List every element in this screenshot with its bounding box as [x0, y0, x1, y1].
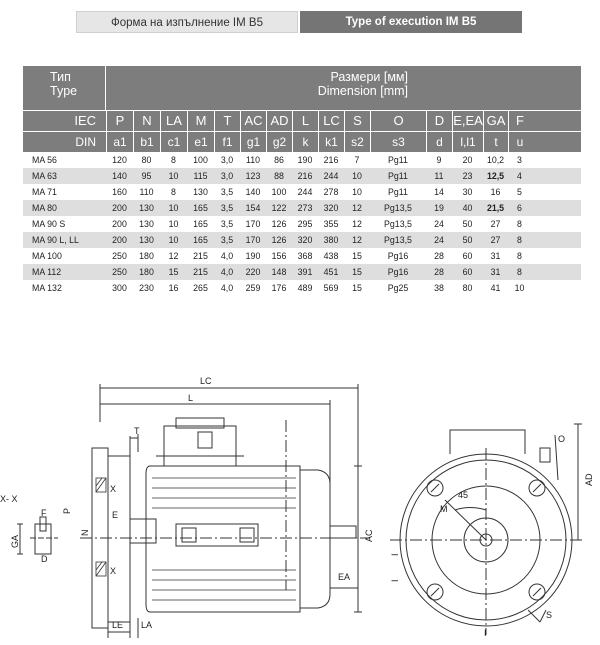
row-value: 3,5 — [220, 219, 234, 229]
dimension-label-bg: Размери [мм] — [330, 70, 408, 84]
row-value: Pg11 — [388, 171, 408, 181]
label-ad: AD — [584, 473, 594, 486]
label-o: O — [558, 434, 566, 444]
row-value: 115 — [193, 171, 208, 181]
row-value: 60 — [462, 251, 473, 261]
label-s: S — [546, 610, 553, 620]
row-value: 28 — [434, 267, 444, 277]
row-value: Pg16 — [387, 251, 409, 261]
row-value: 165 — [193, 219, 208, 229]
dimension-table — [23, 66, 581, 296]
dimension-label-en: Dimension [mm] — [317, 84, 408, 98]
row-value: 130 — [139, 219, 154, 229]
row-value: 12,5 — [486, 171, 505, 181]
row-value: 3 — [517, 155, 522, 165]
din-col-header: l,l1 — [452, 132, 483, 152]
row-type: MA 112 — [32, 267, 62, 277]
din-col-header: s3 — [370, 132, 426, 152]
row-value: 31 — [490, 267, 501, 277]
row-value: 156 — [271, 251, 287, 261]
din-col-header: e1 — [187, 132, 214, 152]
row-value: 88 — [274, 171, 284, 181]
row-value: 11 — [434, 171, 444, 181]
label-p: P — [62, 507, 72, 514]
label-ac: AC — [364, 529, 374, 542]
row-value: Pg13,5 — [384, 219, 412, 229]
din-col-header: k1 — [318, 132, 344, 152]
row-value: 8 — [517, 267, 522, 277]
row-value: 8 — [171, 155, 176, 165]
row-value: 12 — [352, 235, 362, 245]
label-d: D — [41, 554, 48, 564]
row-value: 14 — [434, 187, 444, 197]
row-value: 27 — [490, 219, 501, 229]
row-value: 12 — [352, 219, 362, 229]
row-value: 126 — [271, 219, 287, 229]
iec-col-header: GA — [483, 111, 508, 131]
row-value: 10 — [168, 171, 179, 181]
row-value: 165 — [193, 203, 208, 213]
row-value: 16 — [490, 187, 501, 197]
table-row — [23, 200, 581, 216]
din-col-header: c1 — [160, 132, 187, 152]
row-value: 15 — [352, 267, 362, 277]
row-value: 100 — [193, 155, 208, 165]
iec-col-header: M — [187, 111, 214, 131]
table-row — [23, 280, 581, 296]
label-i-end: I — [484, 628, 487, 638]
label-e: E — [112, 510, 119, 520]
row-value: 7 — [354, 155, 360, 165]
row-value: 41 — [490, 283, 501, 293]
row-value: 122 — [271, 203, 287, 213]
row-type: MA 71 — [32, 187, 57, 197]
row-value: 569 — [323, 283, 339, 293]
row-value: 215 — [193, 251, 208, 261]
table-body — [23, 152, 581, 296]
row-value: 259 — [245, 283, 261, 293]
label-i-top: I — [390, 553, 400, 556]
row-value: 100 — [271, 187, 287, 197]
technical-drawing — [0, 360, 600, 640]
iec-col-header: AD — [266, 111, 292, 131]
row-value: 5 — [517, 187, 522, 197]
row-value: 15 — [352, 251, 362, 261]
iec-col-header: O — [370, 111, 426, 131]
row-value: 4,0 — [220, 267, 234, 277]
din-label-cell: DIN — [75, 135, 96, 149]
row-value: 120 — [112, 155, 127, 165]
row-value: 216 — [323, 155, 339, 165]
row-value: 28 — [434, 251, 444, 261]
row-value: 154 — [245, 203, 261, 213]
row-value: 438 — [323, 251, 339, 261]
row-value: 230 — [139, 283, 154, 293]
type-label-en: Type — [50, 84, 78, 98]
row-value: 15 — [168, 267, 179, 277]
row-value: 160 — [112, 187, 127, 197]
row-value: 215 — [193, 267, 208, 277]
row-value: Pg13,5 — [384, 203, 412, 213]
row-value: 295 — [297, 219, 313, 229]
iec-col-header: LA — [160, 111, 187, 131]
row-value: 265 — [193, 283, 208, 293]
row-value: 8 — [171, 187, 176, 197]
row-value: 278 — [323, 187, 339, 197]
label-ga: GA — [10, 534, 20, 548]
row-type: MA 100 — [32, 251, 62, 261]
table-row — [23, 248, 581, 264]
din-col-header: u — [508, 132, 531, 152]
row-value: 6 — [517, 203, 522, 213]
row-value: 10 — [514, 283, 525, 293]
din-col-header: t — [483, 132, 508, 152]
label-i-bottom: I — [390, 579, 400, 582]
row-value: 4,0 — [220, 251, 234, 261]
iec-col-header: D — [426, 111, 452, 131]
row-value: 3,5 — [220, 235, 234, 245]
row-type: MA 90 L, LL — [32, 235, 79, 245]
row-value: 110 — [139, 187, 154, 197]
label-ea: EA — [338, 572, 351, 582]
row-value: 20 — [462, 155, 473, 165]
type-label-bg: Тип — [50, 70, 71, 84]
row-value: 15 — [352, 283, 362, 293]
row-value: 250 — [112, 251, 127, 261]
row-value: 95 — [141, 171, 152, 181]
row-value: 273 — [297, 203, 313, 213]
row-value: 50 — [462, 235, 473, 245]
iec-header-row — [23, 110, 581, 131]
row-value: 60 — [462, 267, 473, 277]
row-value: 170 — [245, 219, 261, 229]
row-value: 130 — [193, 187, 208, 197]
row-value: 176 — [271, 283, 287, 293]
header-divider — [105, 66, 106, 110]
row-value: 130 — [139, 235, 154, 245]
row-value: 380 — [323, 235, 339, 245]
motor-drawing-svg — [0, 360, 600, 640]
row-value: 190 — [245, 251, 261, 261]
row-value: 368 — [297, 251, 313, 261]
din-col-header: b1 — [133, 132, 160, 152]
row-value: 126 — [271, 235, 287, 245]
label-45: 45 — [458, 490, 469, 500]
row-value: 110 — [245, 155, 261, 165]
row-value: 80 — [141, 155, 152, 165]
row-value: 130 — [139, 203, 154, 213]
row-value: 31 — [490, 251, 501, 261]
row-value: 170 — [245, 235, 261, 245]
row-value: 40 — [462, 203, 473, 213]
row-value: 180 — [139, 251, 154, 261]
din-header-row — [23, 131, 581, 152]
table-row — [23, 264, 581, 280]
row-value: 355 — [323, 219, 339, 229]
row-value: 4,0 — [220, 283, 234, 293]
row-value: 8 — [517, 219, 522, 229]
din-col-header: k — [292, 132, 318, 152]
row-value: 10 — [352, 187, 362, 197]
table-row — [23, 216, 581, 232]
row-value: 391 — [297, 267, 313, 277]
row-value: 23 — [462, 171, 473, 181]
iec-col-header: S — [344, 111, 370, 131]
label-x-top: X — [110, 484, 117, 494]
din-col-header: g2 — [266, 132, 292, 152]
row-value: Pg13,5 — [384, 235, 412, 245]
table-row — [23, 184, 581, 200]
row-value: 30 — [462, 187, 473, 197]
row-value: 220 — [245, 267, 261, 277]
row-value: 8 — [517, 235, 522, 245]
iec-col-header: P — [106, 111, 133, 131]
iec-col-header: L — [292, 111, 318, 131]
iec-col-header: E,EA — [452, 111, 483, 131]
row-value: 200 — [112, 219, 127, 229]
din-col-header: f1 — [214, 132, 240, 152]
table-row — [23, 232, 581, 248]
din-col-header: d — [426, 132, 452, 152]
row-value: 50 — [462, 219, 473, 229]
row-value: 27 — [490, 235, 501, 245]
row-value: 12 — [352, 203, 362, 213]
label-t: T — [134, 426, 140, 436]
row-value: 10 — [352, 171, 362, 181]
row-value: 3,0 — [220, 155, 234, 165]
row-value: 489 — [297, 283, 313, 293]
row-value: 3,5 — [220, 203, 234, 213]
iec-col-header: LC — [318, 111, 344, 131]
row-value: 8 — [517, 251, 522, 261]
row-value: 180 — [139, 267, 154, 277]
row-value: Pg11 — [388, 187, 408, 197]
row-value: 165 — [193, 235, 208, 245]
row-value: Pg11 — [388, 155, 408, 165]
label-la: LA — [141, 620, 153, 630]
dimension-label — [318, 70, 408, 98]
row-value: 3,5 — [220, 187, 234, 197]
row-value: 3,0 — [220, 171, 234, 181]
row-value: Pg25 — [387, 283, 409, 293]
row-value: 10 — [168, 219, 179, 229]
row-value: 190 — [297, 155, 313, 165]
row-value: 148 — [271, 267, 287, 277]
row-value: 24 — [434, 219, 444, 229]
row-value: 38 — [434, 283, 444, 293]
row-type: MA 132 — [32, 283, 62, 293]
row-value: 244 — [297, 187, 313, 197]
row-value: 123 — [245, 171, 261, 181]
row-value: 86 — [274, 155, 284, 165]
row-value: 9 — [436, 155, 442, 165]
row-value: Pg16 — [387, 267, 409, 277]
row-value: 16 — [168, 283, 179, 293]
row-type: MA 56 — [32, 155, 57, 165]
row-value: 10 — [168, 203, 179, 213]
label-l: L — [188, 393, 194, 403]
row-value: 216 — [297, 171, 313, 181]
row-type: MA 90 S — [32, 219, 66, 229]
iec-label-cell: IEC — [74, 113, 96, 128]
iec-col-header: T — [214, 111, 240, 131]
row-value: 12 — [168, 251, 179, 261]
row-value: 10,2 — [486, 155, 505, 165]
row-type: MA 80 — [32, 203, 57, 213]
table-row — [23, 168, 581, 184]
row-value: 10 — [168, 235, 179, 245]
row-value: 200 — [112, 203, 127, 213]
type-label — [50, 70, 77, 98]
row-value: 80 — [462, 283, 473, 293]
row-value: 250 — [112, 267, 127, 277]
label-m: M — [440, 504, 448, 514]
label-lc: LC — [200, 376, 212, 386]
label-f: F — [41, 508, 47, 518]
row-value: 140 — [112, 171, 127, 181]
row-value: 140 — [245, 187, 261, 197]
row-value: 24 — [434, 235, 444, 245]
iec-col-header: N — [133, 111, 160, 131]
row-value: 300 — [112, 283, 127, 293]
tab-english-title: Type of execution IM B5 — [300, 11, 522, 33]
label-x-x: X- X — [0, 494, 18, 504]
row-value: 19 — [434, 203, 444, 213]
row-value: 451 — [323, 267, 339, 277]
row-type: MA 63 — [32, 171, 57, 181]
row-value: 320 — [297, 235, 313, 245]
row-value: 244 — [323, 171, 339, 181]
label-x-bottom: X — [110, 566, 117, 576]
din-col-header: a1 — [106, 132, 133, 152]
table-header-top — [23, 66, 581, 110]
label-n: N — [80, 529, 90, 536]
row-value: 4 — [517, 171, 522, 181]
iec-col-header: F — [508, 111, 531, 131]
row-value: 21,5 — [486, 203, 505, 213]
iec-col-header: AC — [240, 111, 266, 131]
table-row — [23, 152, 581, 168]
row-value: 320 — [323, 203, 339, 213]
din-col-header: g1 — [240, 132, 266, 152]
row-value: 200 — [112, 235, 127, 245]
din-col-header: s2 — [344, 132, 370, 152]
label-le: LE — [112, 620, 124, 630]
tab-bulgarian-title: Форма на изпълнение IM B5 — [76, 11, 298, 33]
